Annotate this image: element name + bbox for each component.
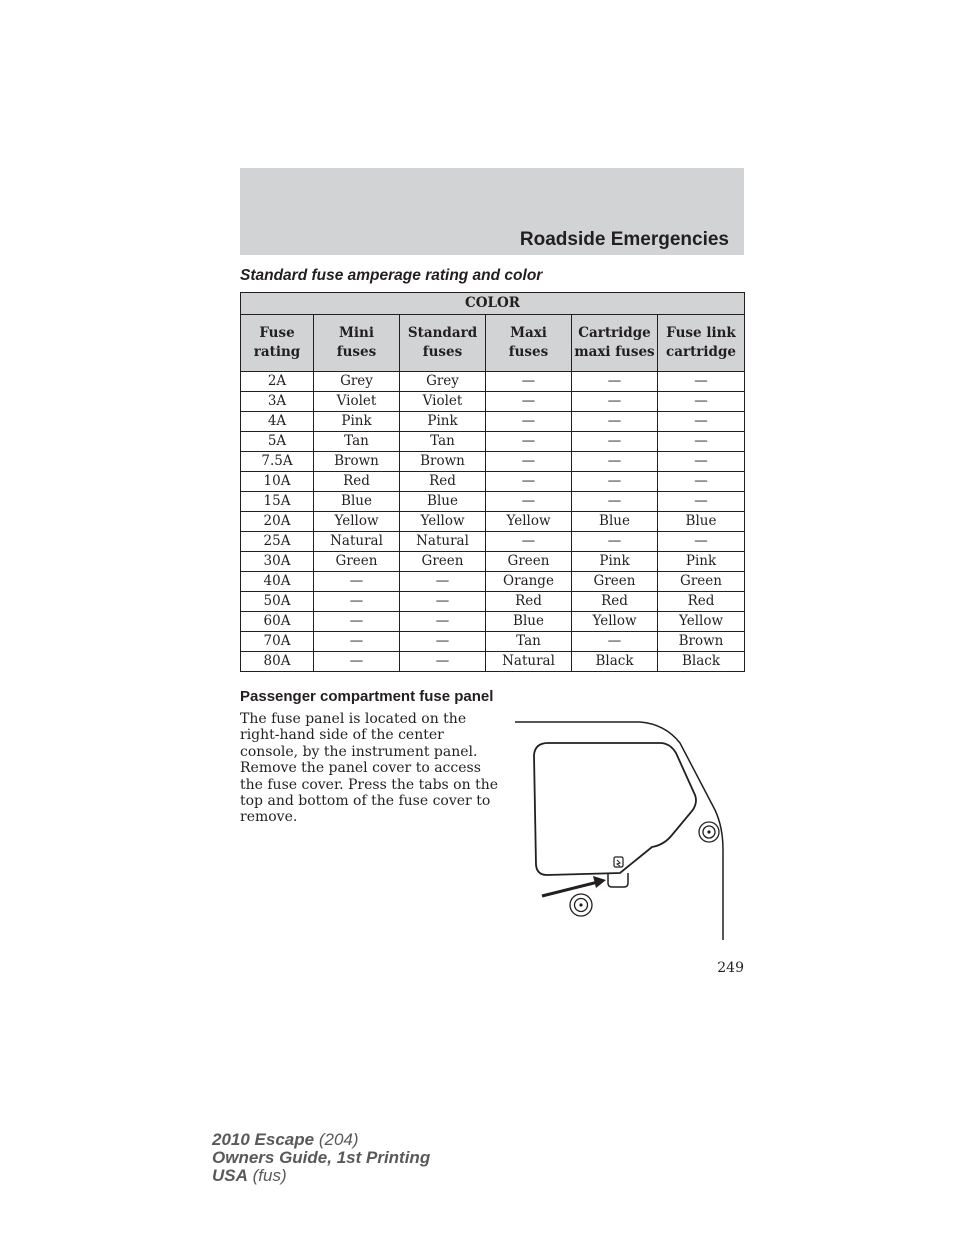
table-cell: — xyxy=(658,492,745,512)
table-row xyxy=(241,512,745,532)
table-cell: — xyxy=(400,632,486,652)
table-row xyxy=(241,472,745,492)
table-cell: Yellow xyxy=(486,512,572,532)
table-cell: Blue xyxy=(658,512,745,532)
column-header: Fuse rating xyxy=(241,315,314,372)
table-row xyxy=(241,492,745,512)
document-footer xyxy=(212,1131,430,1185)
table-cell: Yellow xyxy=(400,512,486,532)
arrow-icon xyxy=(542,876,606,896)
table-cell: — xyxy=(486,392,572,412)
table-cell: 4A xyxy=(241,412,314,432)
column-header: Fuse link cartridge xyxy=(658,315,745,372)
table-caption: Standard fuse amperage rating and color xyxy=(240,267,543,284)
table-cell: Violet xyxy=(314,392,400,412)
table-cell: Red xyxy=(314,472,400,492)
table-cell: — xyxy=(572,532,658,552)
table-cell: Brown xyxy=(314,452,400,472)
table-cell: — xyxy=(486,472,572,492)
footer-market-code: (fus) xyxy=(252,1166,287,1185)
table-cell: 10A xyxy=(241,472,314,492)
column-header: Standard fuses xyxy=(400,315,486,372)
table-cell: Red xyxy=(572,592,658,612)
table-cell: Orange xyxy=(486,572,572,592)
table-cell: Blue xyxy=(572,512,658,532)
table-cell: Brown xyxy=(400,452,486,472)
table-cell: 60A xyxy=(241,612,314,632)
table-row xyxy=(241,632,745,652)
section-heading: Passenger compartment fuse panel xyxy=(240,688,494,705)
table-row xyxy=(241,572,745,592)
table-cell: — xyxy=(572,432,658,452)
table-cell: Black xyxy=(572,652,658,672)
table-cell: Tan xyxy=(314,432,400,452)
table-cell: Pink xyxy=(658,552,745,572)
footer-guide: Owners Guide, 1st Printing xyxy=(212,1148,431,1167)
table-cell: — xyxy=(486,452,572,472)
table-cell: Green xyxy=(572,572,658,592)
table-row xyxy=(241,592,745,612)
table-row xyxy=(241,372,745,392)
table-cell: 3A xyxy=(241,392,314,412)
fuse-symbol-icon xyxy=(614,857,623,867)
table-cell: 20A xyxy=(241,512,314,532)
table-cell: 7.5A xyxy=(241,452,314,472)
table-cell: — xyxy=(314,612,400,632)
table-cell: Black xyxy=(658,652,745,672)
table-cell: Pink xyxy=(314,412,400,432)
table-cell: Yellow xyxy=(572,612,658,632)
table-cell: — xyxy=(572,392,658,412)
cover-tab xyxy=(608,873,628,887)
column-header: Mini fuses xyxy=(314,315,400,372)
table-cell: — xyxy=(486,492,572,512)
table-cell: Violet xyxy=(400,392,486,412)
table-cell: Green xyxy=(658,572,745,592)
table-row xyxy=(241,652,745,672)
page-number: 249 xyxy=(717,960,744,976)
table-cell: — xyxy=(658,412,745,432)
console-outline xyxy=(515,722,723,940)
table-cell: Yellow xyxy=(658,612,745,632)
table-row xyxy=(241,552,745,572)
body-paragraph: The fuse panel is located on the right-hand side of the center console, by the instrument panel. Remove the panel cover to access the fuse cover. Press the tabs on the top and bottom of the fuse cover to remove. xyxy=(240,711,499,826)
table-cell: — xyxy=(400,652,486,672)
table-cell: 80A xyxy=(241,652,314,672)
footer-model: 2010 Escape xyxy=(212,1130,315,1149)
column-header: Cartridge maxi fuses xyxy=(572,315,658,372)
table-cell: — xyxy=(658,372,745,392)
table-cell: 15A xyxy=(241,492,314,512)
section-title: Roadside Emergencies xyxy=(519,229,729,250)
screw-icon xyxy=(570,894,592,916)
table-cell: Natural xyxy=(314,532,400,552)
table-row xyxy=(241,532,745,552)
table-cell: — xyxy=(400,572,486,592)
table-cell: — xyxy=(572,452,658,472)
table-cell: Pink xyxy=(400,412,486,432)
table-cell: — xyxy=(486,432,572,452)
table-cell: — xyxy=(400,612,486,632)
table-cell: — xyxy=(572,412,658,432)
table-cell: — xyxy=(658,452,745,472)
table-row xyxy=(241,392,745,412)
table-cell: 5A xyxy=(241,432,314,452)
table-row xyxy=(241,432,745,452)
fuse-panel-cover xyxy=(534,743,696,875)
footer-model-code: (204) xyxy=(318,1130,359,1149)
table-cell: Blue xyxy=(314,492,400,512)
column-header: Maxi fuses xyxy=(486,315,572,372)
table-cell: Yellow xyxy=(314,512,400,532)
table-cell: — xyxy=(314,632,400,652)
table-cell: Red xyxy=(400,472,486,492)
table-cell: 50A xyxy=(241,592,314,612)
table-cell: — xyxy=(314,652,400,672)
table-cell: — xyxy=(572,632,658,652)
fuse-color-table xyxy=(240,292,745,672)
table-cell: — xyxy=(486,532,572,552)
table-cell: Brown xyxy=(658,632,745,652)
table-row xyxy=(241,452,745,472)
table-cell: 30A xyxy=(241,552,314,572)
table-cell: — xyxy=(314,592,400,612)
color-group-header: COLOR xyxy=(241,293,745,315)
table-cell: 2A xyxy=(241,372,314,392)
table-cell: Blue xyxy=(486,612,572,632)
table-cell: Natural xyxy=(486,652,572,672)
section-header-band xyxy=(240,168,744,255)
table-row xyxy=(241,412,745,432)
table-cell: Green xyxy=(486,552,572,572)
table-cell: Green xyxy=(400,552,486,572)
footer-market: USA xyxy=(212,1166,248,1185)
table-cell: — xyxy=(658,432,745,452)
table-cell: — xyxy=(658,472,745,492)
table-cell: Grey xyxy=(314,372,400,392)
table-row xyxy=(241,612,745,632)
table-cell: Green xyxy=(314,552,400,572)
table-cell: Red xyxy=(658,592,745,612)
table-cell: 40A xyxy=(241,572,314,592)
table-cell: Tan xyxy=(400,432,486,452)
table-cell: — xyxy=(314,572,400,592)
table-cell: Tan xyxy=(486,632,572,652)
table-cell: 25A xyxy=(241,532,314,552)
table-cell: Natural xyxy=(400,532,486,552)
table-cell: — xyxy=(572,492,658,512)
table-cell: — xyxy=(486,372,572,392)
fuse-panel-illustration xyxy=(510,715,750,945)
screw-icon xyxy=(699,822,719,842)
table-cell: — xyxy=(572,472,658,492)
table-cell: Grey xyxy=(400,372,486,392)
table-cell: — xyxy=(658,532,745,552)
table-cell: Red xyxy=(486,592,572,612)
table-cell: — xyxy=(486,412,572,432)
table-cell: 70A xyxy=(241,632,314,652)
table-cell: Blue xyxy=(400,492,486,512)
table-cell: Pink xyxy=(572,552,658,572)
table-cell: — xyxy=(400,592,486,612)
table-cell: — xyxy=(572,372,658,392)
table-cell: — xyxy=(658,392,745,412)
